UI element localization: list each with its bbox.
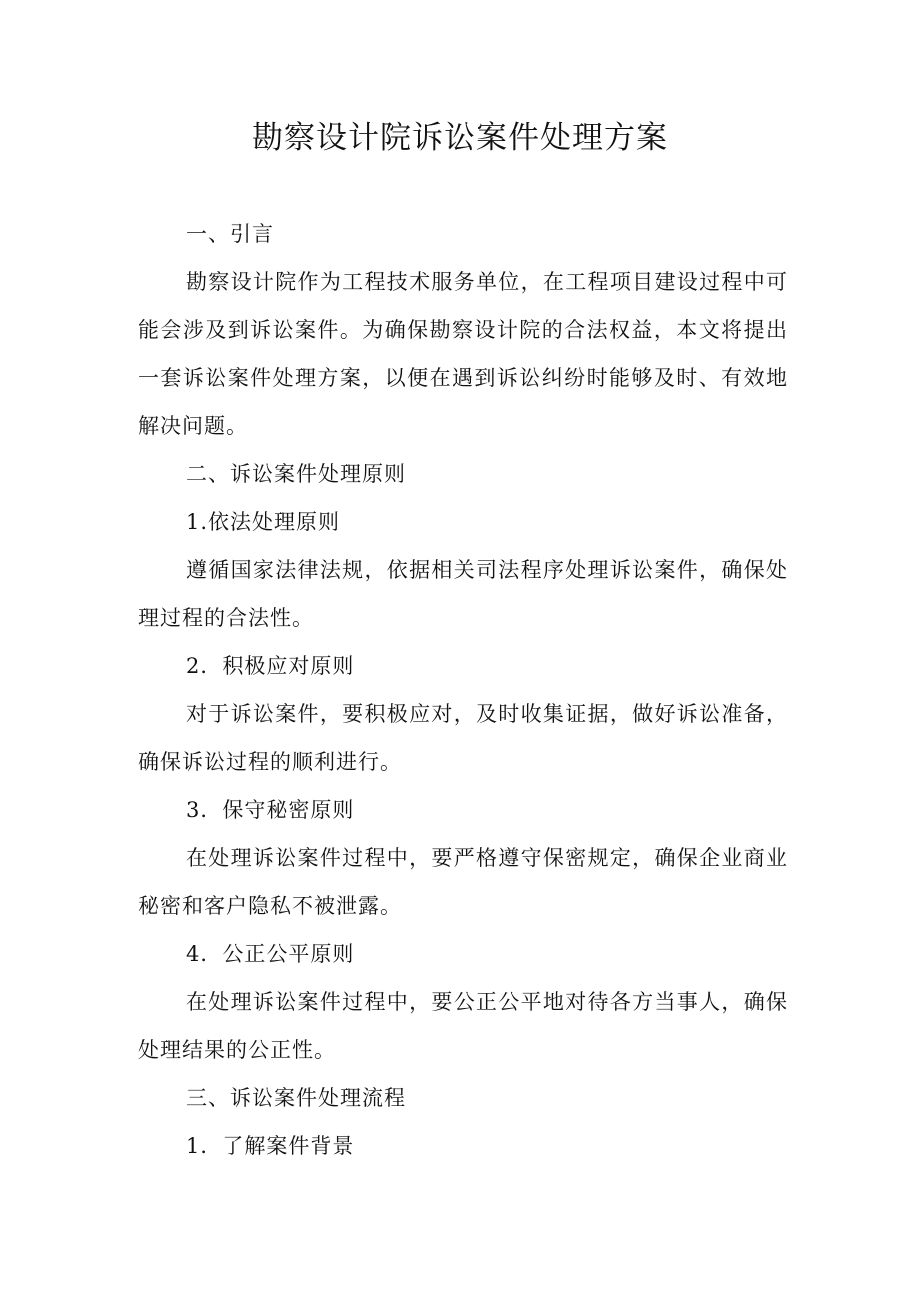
- principle-paragraph-active: 对于诉讼案件，要积极应对，及时收集证据，做好诉讼准备，确保诉讼过程的顺利进行。: [138, 702, 788, 774]
- section-heading-introduction: 一、引言: [186, 222, 274, 246]
- principle-heading-legal: 1.依法处理原则: [186, 510, 341, 534]
- document-title: 勘察设计院诉讼案件处理方案: [252, 120, 668, 156]
- principle-paragraph-fairness: 在处理诉讼案件过程中，要公正公平地对待各方当事人，确保处理结果的公正性。: [138, 990, 788, 1062]
- section-heading-process: 三、诉讼案件处理流程: [186, 1086, 406, 1110]
- process-step-heading-background: 1．了解案件背景: [186, 1134, 355, 1158]
- principle-heading-fairness: 4．公正公平原则: [186, 942, 355, 966]
- document-body: [138, 210, 788, 1170]
- introduction-paragraph: 勘察设计院作为工程技术服务单位，在工程项目建设过程中可能会涉及到诉讼案件。为确保勘察设计院的合法权益，本文将提出一套诉讼案件处理方案，以便在遇到诉讼纠纷时能够及时、有效地解决问题。: [138, 270, 788, 438]
- principle-heading-confidentiality: 3．保守秘密原则: [186, 798, 355, 822]
- principle-paragraph-confidentiality: 在处理诉讼案件过程中，要严格遵守保密规定，确保企业商业秘密和客户隐私不被泄露。: [138, 846, 788, 918]
- section-heading-principles: 二、诉讼案件处理原则: [186, 462, 406, 486]
- principle-paragraph-legal: 遵循国家法律法规，依据相关司法程序处理诉讼案件，确保处理过程的合法性。: [138, 558, 788, 630]
- principle-heading-active: 2．积极应对原则: [186, 654, 355, 678]
